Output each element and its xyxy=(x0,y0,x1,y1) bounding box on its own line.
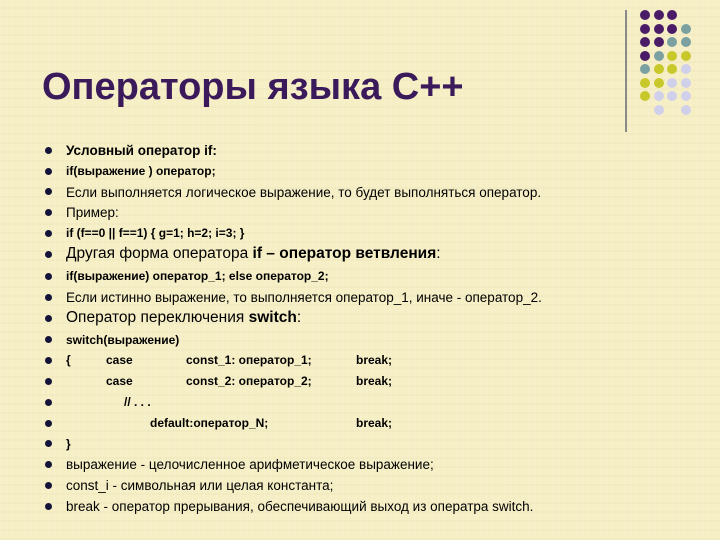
list-item xyxy=(45,350,675,371)
list-item xyxy=(45,287,675,308)
list-item xyxy=(45,202,675,223)
text-segment: Другая форма оператора xyxy=(66,244,253,262)
list-item xyxy=(45,244,675,266)
bullet-icon xyxy=(45,315,52,322)
item-text: Пример: xyxy=(66,205,119,221)
decorative-dot xyxy=(667,51,677,61)
item-text: if(выражение ) оператор; xyxy=(66,163,216,178)
text-segment: : xyxy=(296,308,302,326)
slide-title: Операторы языка C++ xyxy=(42,66,464,108)
list-item xyxy=(45,413,675,434)
decorative-dot xyxy=(667,37,677,47)
decorative-dot xyxy=(681,91,691,101)
item-text: Условный оператор if: xyxy=(66,143,217,158)
item-text: if (f==0 || f==1) { g=1; h=2; i=3; } xyxy=(66,226,245,241)
decorative-dot xyxy=(667,64,677,74)
code-break: break; xyxy=(356,374,393,389)
bullet-icon xyxy=(45,251,52,258)
item-text: } xyxy=(66,436,71,451)
decorative-dot xyxy=(681,51,691,61)
item-text: break - оператор прерывания, обеспечивающий выход из оператра switch. xyxy=(66,498,534,514)
decorative-dot xyxy=(640,37,650,47)
decorative-dot xyxy=(667,24,677,34)
decorative-dot xyxy=(654,105,664,115)
bullet-icon xyxy=(45,230,52,237)
bullet-list xyxy=(45,140,675,517)
list-item xyxy=(45,371,675,392)
bold-segment: if – оператор ветвления xyxy=(252,244,437,262)
code-case: case xyxy=(106,353,133,368)
bold-segment: switch xyxy=(248,308,297,326)
bullet-icon xyxy=(45,188,52,195)
bullet-icon xyxy=(45,461,52,468)
decorative-dot xyxy=(640,78,650,88)
text-segment: Оператор переключения xyxy=(66,308,249,326)
item-text: if(выражение) оператор_1; else оператор_2; xyxy=(66,268,329,283)
list-item xyxy=(45,330,675,351)
bullet-icon xyxy=(45,294,52,301)
decorative-dot xyxy=(654,10,664,20)
code-comment: // . . . xyxy=(124,394,151,409)
decorative-dot xyxy=(654,91,664,101)
list-item xyxy=(45,496,675,517)
decorative-dot xyxy=(654,51,664,61)
decorative-dot xyxy=(654,78,664,88)
bullet-icon xyxy=(45,168,52,175)
bullet-icon xyxy=(45,440,52,447)
list-item xyxy=(45,434,675,455)
decorative-dot xyxy=(681,24,691,34)
bullet-icon xyxy=(45,420,52,427)
item-text xyxy=(66,352,393,369)
decorative-dot xyxy=(640,51,650,61)
code-case: case xyxy=(106,374,133,389)
decorative-dot xyxy=(640,91,650,101)
decorative-vertical-line xyxy=(625,10,627,132)
list-item xyxy=(45,140,675,161)
decorative-dot xyxy=(640,10,650,20)
list-item xyxy=(45,454,675,475)
decorative-dot xyxy=(667,91,677,101)
code-case-body: const_1: оператор_1; xyxy=(186,353,312,368)
list-item xyxy=(45,308,675,330)
list-item xyxy=(45,223,675,244)
bullet-icon xyxy=(45,336,52,343)
list-item xyxy=(45,266,675,287)
bullet-icon xyxy=(45,209,52,216)
decorative-dot xyxy=(654,24,664,34)
item-text: Если истинно выражение, то выполняется оператор_1, иначе - оператор_2. xyxy=(66,289,542,305)
decorative-dot xyxy=(667,10,677,20)
item-text: switch(выражение) xyxy=(66,332,180,347)
bullet-icon xyxy=(45,273,52,280)
bullet-icon xyxy=(45,399,52,406)
decorative-dot xyxy=(654,64,664,74)
decorative-dot xyxy=(667,78,677,88)
decorative-dot xyxy=(681,105,691,115)
code-default: default:оператор_N; xyxy=(150,415,269,430)
decorative-dot xyxy=(681,78,691,88)
list-item xyxy=(45,392,675,413)
code-case-body: const_2: оператор_2; xyxy=(186,374,312,389)
bullet-icon xyxy=(45,147,52,154)
item-text xyxy=(66,244,441,263)
bullet-icon xyxy=(45,482,52,489)
code-break: break; xyxy=(356,353,393,368)
bullet-icon xyxy=(45,503,52,510)
decorative-dot xyxy=(681,64,691,74)
decorative-dot xyxy=(640,64,650,74)
bullet-icon xyxy=(45,378,52,385)
bullet-icon xyxy=(45,357,52,364)
decorative-dot-grid xyxy=(640,10,696,115)
decorative-dot xyxy=(640,24,650,34)
list-item xyxy=(45,161,675,182)
item-text xyxy=(66,308,301,327)
list-item xyxy=(45,475,675,496)
code-brace: { xyxy=(66,353,71,368)
item-text: const_i - символьная или целая константа; xyxy=(66,478,334,494)
code-break: break; xyxy=(356,415,393,430)
list-item xyxy=(45,182,675,203)
item-text: Если выполняется логическое выражение, то будет выполняться оператор. xyxy=(66,184,542,200)
text-segment: : xyxy=(436,244,441,262)
item-text: выражение - целочисленное арифметическое выражение; xyxy=(66,457,434,473)
decorative-dot xyxy=(681,37,691,47)
decorative-dot xyxy=(654,37,664,47)
